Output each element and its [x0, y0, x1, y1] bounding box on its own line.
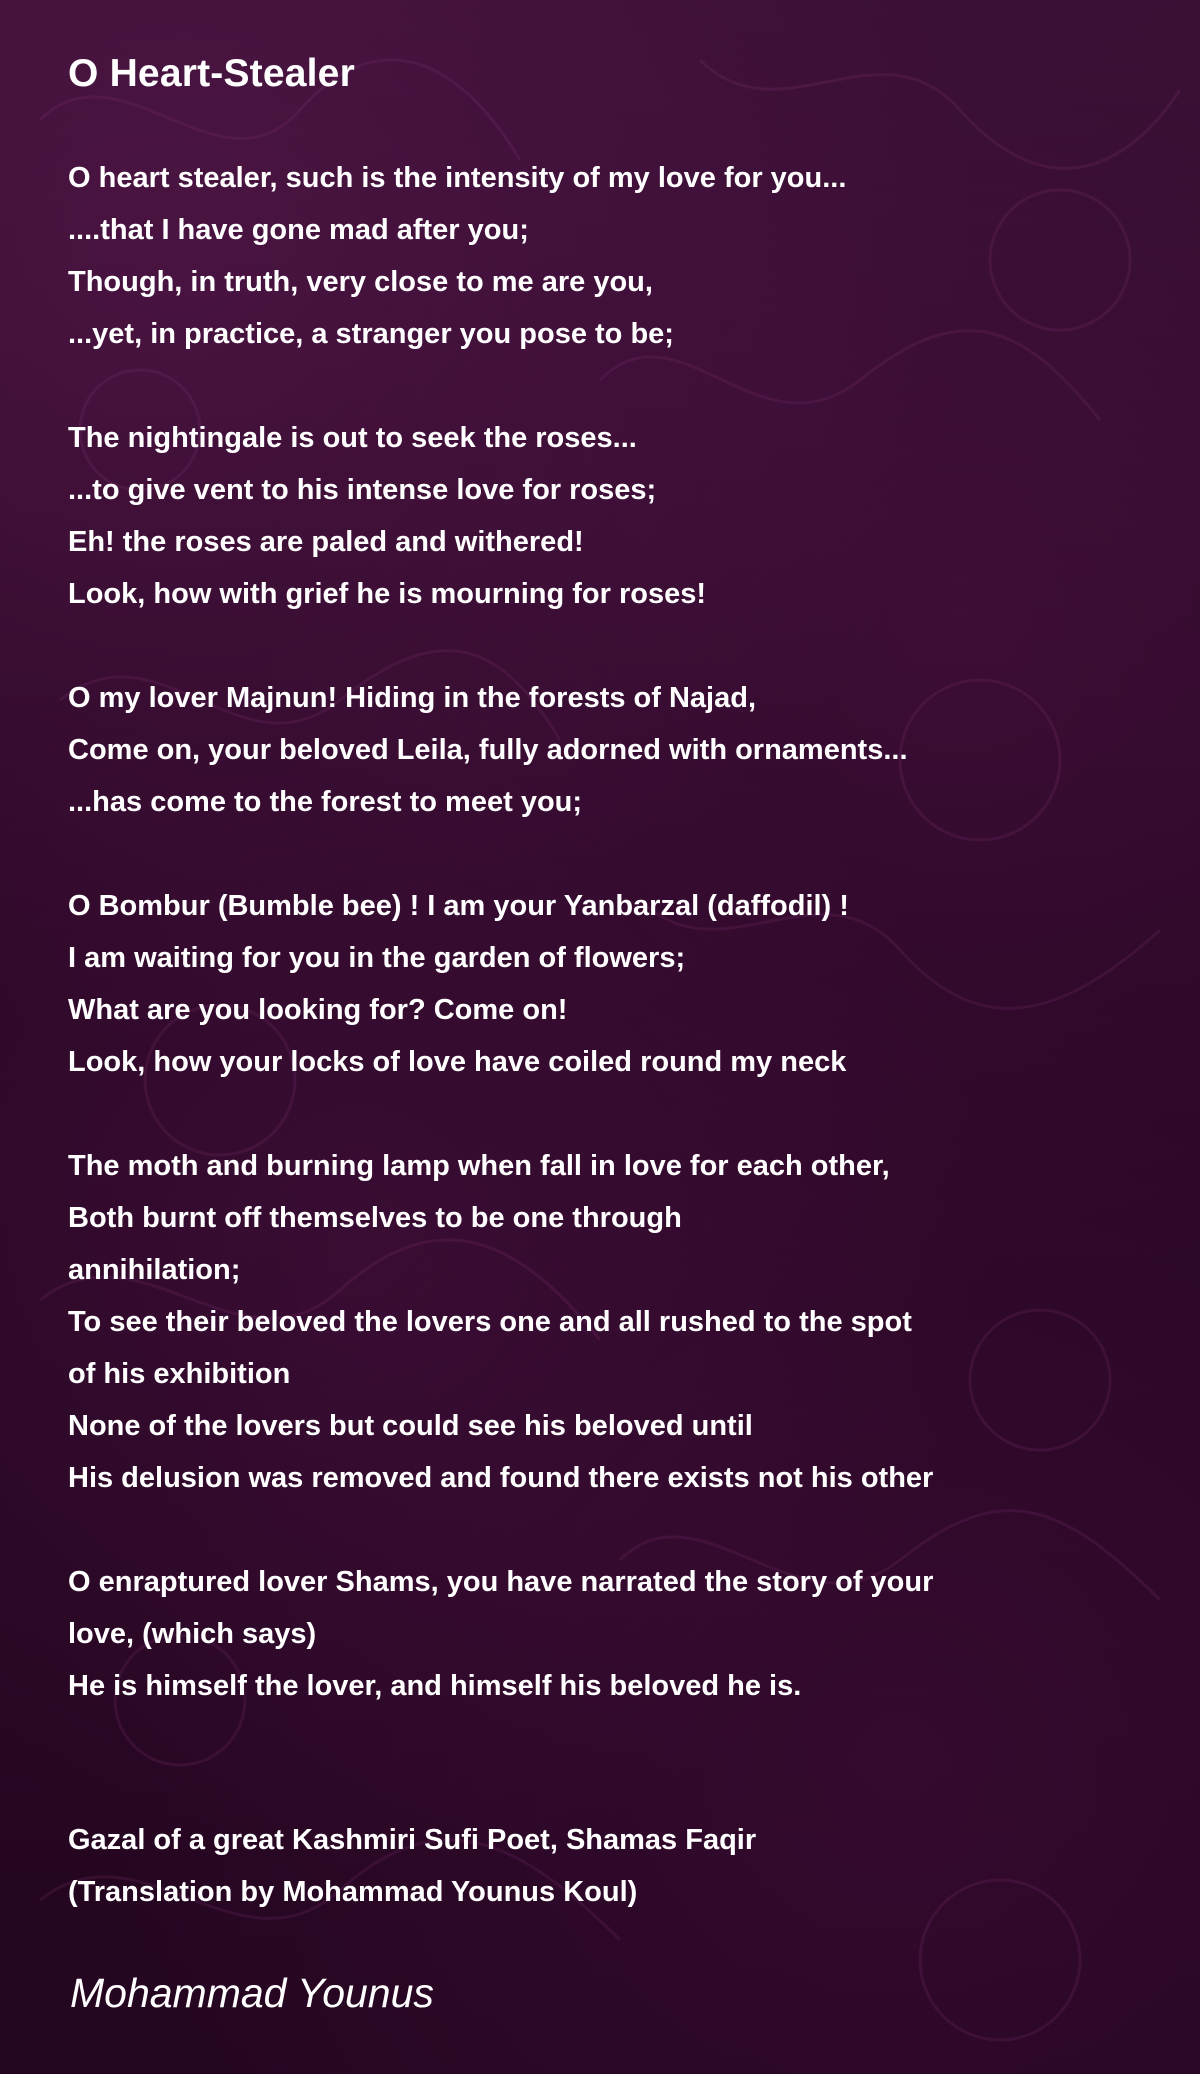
poem-line: love, (which says) [68, 1618, 317, 1650]
poem-line: O my lover Majnun! Hiding in the forests of Najad, [68, 682, 757, 714]
poem-stanza [68, 152, 1148, 360]
poem-line: Though, in truth, very close to me are you, [68, 266, 653, 298]
poem-line: ...yet, in practice, a stranger you pose to be; [68, 318, 674, 350]
poem-title: O Heart-Stealer [68, 52, 355, 95]
poem-line: He is himself the lover, and himself his beloved he is. [68, 1670, 802, 1702]
poem-line: What are you looking for? Come on! [68, 994, 568, 1026]
poem-line: The nightingale is out to seek the roses... [68, 422, 637, 454]
poem-stanza [68, 880, 1148, 1088]
poem-stanza [68, 1140, 1148, 1504]
credit-line: Gazal of a great Kashmiri Sufi Poet, Shamas Faqir [68, 1824, 757, 1856]
poem-line: Eh! the roses are paled and withered! [68, 526, 584, 558]
poem-stanza [68, 412, 1148, 620]
poem-line: annihilation; [68, 1254, 241, 1286]
poem-line: of his exhibition [68, 1358, 291, 1390]
poem-line: O Bombur (Bumble bee) ! I am your Yanbarzal (daffodil) ! [68, 890, 849, 922]
author-signature: Mohammad Younus [70, 1970, 434, 2016]
poem-line: Both burnt off themselves to be one through [68, 1202, 682, 1234]
poem-line: O heart stealer, such is the intensity of my love for you... [68, 162, 847, 194]
poem-line: Come on, your beloved Leila, fully adorned with ornaments... [68, 734, 908, 766]
poem-line: None of the lovers but could see his beloved until [68, 1410, 753, 1442]
poem-line: To see their beloved the lovers one and all rushed to the spot [68, 1306, 912, 1338]
poem-line: ....that I have gone mad after you; [68, 214, 529, 246]
credit-line: (Translation by Mohammad Younus Koul) [68, 1876, 638, 1908]
poem-line: The moth and burning lamp when fall in love for each other, [68, 1150, 890, 1182]
poem-stanza [68, 1556, 1148, 1712]
poem-line: Look, how your locks of love have coiled round my neck [68, 1046, 847, 1078]
poem-body [68, 152, 1148, 1764]
poem-credits [68, 1814, 756, 1918]
poem-stanza [68, 672, 1148, 828]
poem-line: I am waiting for you in the garden of flowers; [68, 942, 686, 974]
poem-line: ...has come to the forest to meet you; [68, 786, 583, 818]
poem-line: O enraptured lover Shams, you have narrated the story of your [68, 1566, 934, 1598]
poem-line: ...to give vent to his intense love for roses; [68, 474, 657, 506]
poem-line: His delusion was removed and found there exists not his other [68, 1462, 934, 1494]
poem-line: Look, how with grief he is mourning for roses! [68, 578, 707, 610]
